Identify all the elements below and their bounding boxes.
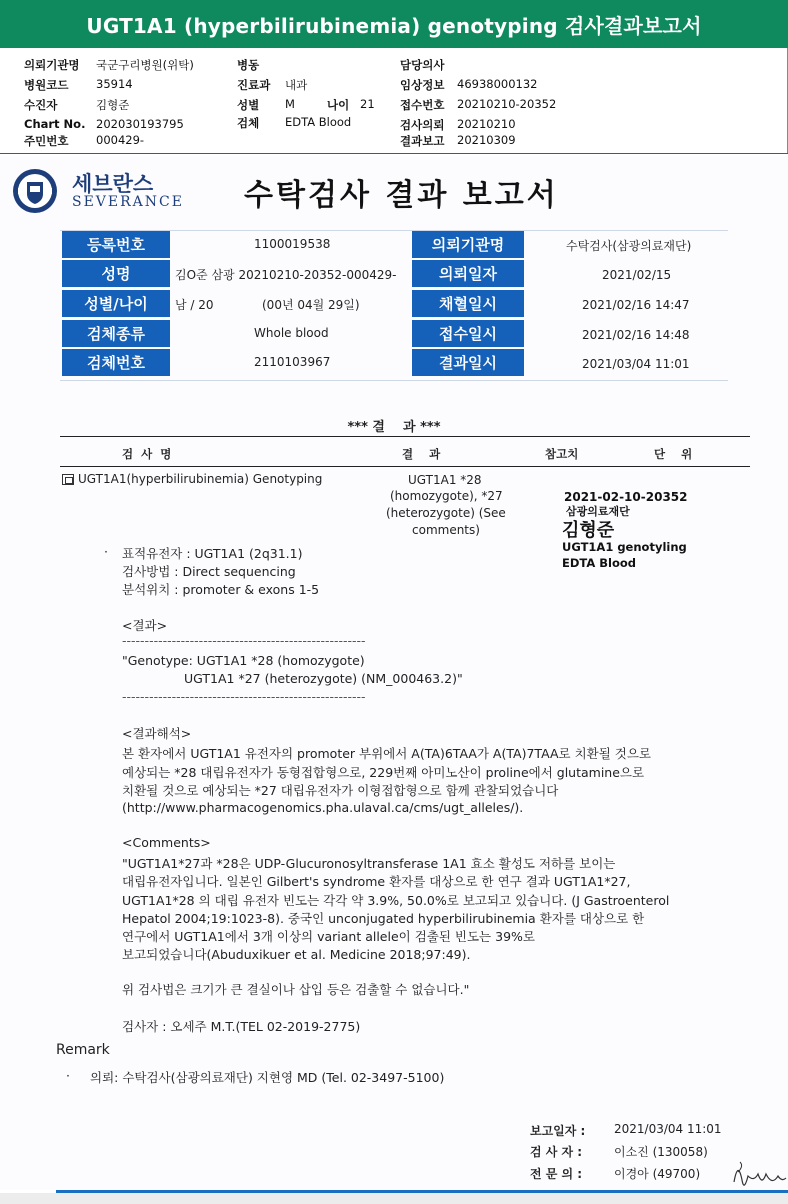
stamp-specimen: EDTA Blood (562, 556, 636, 570)
table-value: 2021/03/04 11:01 (582, 357, 690, 371)
stamp-org: 삼광의료재단 (566, 505, 630, 518)
result-line: (homozygote), *27 (390, 489, 503, 503)
info-label: 병원코드 (24, 78, 69, 92)
column-result: 결 과 (402, 447, 441, 461)
info-label: 검사의뢰 (400, 118, 445, 132)
genotype-line: "Genotype: UGT1A1 *28 (homozygote) (122, 653, 365, 668)
info-label: 의뢰기관명 (24, 58, 80, 72)
limitation-note: 위 검사법은 크기가 큰 결실이나 삽입 등은 검출할 수 없습니다." (122, 982, 470, 997)
info-value: 46938000132 (457, 77, 538, 91)
result-top-rule (60, 436, 750, 437)
examiner-line: 검사자 : 오세주 M.T.(TEL 02-2019-2775) (122, 1019, 361, 1034)
interpretation-line: 본 환자에서 UGT1A1 유전자의 promoter 부위에서 A(TA)6TAA가 A(TA)7TAA로 치환될 것으로 (122, 746, 651, 761)
result-section-title: <결과> (122, 618, 168, 633)
info-label: 임상정보 (400, 78, 445, 92)
table-value: Whole blood (254, 326, 329, 340)
info-value: 20210210 (457, 117, 516, 131)
table-value: 2110103967 (254, 355, 331, 369)
info-label: Chart No. (24, 117, 86, 131)
info-label: 결과보고 (400, 134, 445, 148)
info-label: 주민번호 (24, 134, 69, 148)
table-label: 등록번호 (62, 231, 170, 258)
table-label: 성별/나이 (62, 290, 170, 317)
comment-line: "UGT1A1*27과 *28은 UDP-Glucuronosyltransferase 1A1 효소 활성도 저하를 보이는 (122, 856, 616, 871)
info-value: 내과 (285, 78, 308, 92)
table-label: 검체번호 (62, 349, 170, 376)
detail-line: 표적유전자 : UGT1A1 (2q31.1) (122, 546, 303, 561)
stamp-id: 2021-02-10-20352 (564, 490, 688, 504)
info-label: 담당의사 (400, 58, 445, 72)
table-label: 의뢰기관명 (412, 231, 524, 258)
comments-title: <Comments> (122, 835, 211, 850)
table-border (60, 380, 728, 381)
interpretation-line: (http://www.pharmacogenomics.pha.ulaval.ca/cms/ugt_alleles/). (122, 800, 524, 815)
result-heading: *** 결 과 *** (347, 420, 441, 435)
table-label: 검체종류 (62, 320, 170, 347)
info-divider (0, 153, 788, 154)
comment-line: UGT1A1*28 의 대립 유전자 빈도는 각각 약 3.9%, 50.0%로 보고되고 있습니다. (J Gastroenterol (122, 893, 670, 908)
result-line: comments) (412, 523, 480, 537)
info-label: 접수번호 (400, 98, 445, 112)
table-value: 2021/02/16 14:48 (582, 328, 690, 342)
table-label: 채혈일시 (412, 290, 524, 317)
comment-line: 연구에서 UGT1A1에서 3개 이상의 variant allele이 검출된 빈도는 39%로 (122, 929, 535, 944)
patient-info (0, 54, 788, 154)
comment-line: 대립유전자입니다. 일본인 Gilbert's syndrome 환자를 대상으로 한 연구 결과 UGT1A1*27, (122, 874, 631, 889)
stamp-name: 김형준 (562, 520, 615, 541)
remark-title: Remark (56, 1042, 110, 1058)
bullet-dot-icon: · (104, 544, 108, 559)
collapse-box-icon (62, 474, 74, 485)
result-header-rule (60, 466, 750, 467)
info-value: 35914 (96, 77, 133, 91)
result-line: UGT1A1 *28 (408, 473, 482, 487)
info-value: 000429- (96, 133, 145, 147)
comment-line: 보고되었습니다(Abuduxikuer et al. Medicine 2018;97:49). (122, 947, 471, 962)
info-value: M (285, 97, 295, 111)
table-value: 2021/02/15 (602, 268, 672, 282)
detail-line: 분석위치 : promoter & exons 1-5 (122, 582, 320, 597)
brand-name-english: SEVERANCE (72, 194, 184, 210)
info-value: 20210210-20352 (457, 97, 557, 111)
info-value: 국군구리병원(위탁) (96, 58, 194, 72)
info-label: 병동 (237, 58, 260, 72)
table-label: 성명 (62, 260, 170, 287)
detail-line: 검사방법 : Direct sequencing (122, 564, 296, 579)
test-name: UGT1A1(hyperbilirubinemia) Genotyping (78, 472, 323, 486)
column-test-name: 검 사 명 (122, 447, 174, 461)
interpretation-title: <결과해석> (122, 726, 192, 741)
genotype-line: UGT1A1 *27 (heterozygote) (NM_000463.2)" (184, 671, 463, 686)
column-reference: 참고치 (545, 447, 579, 461)
table-value: 김O준 삼광 20210210-20352-000429- (175, 268, 397, 282)
bullet-dot-icon: · (66, 1068, 70, 1083)
info-value: 21 (360, 97, 375, 111)
interpretation-line: 예상되는 *28 대립유전자가 동형접합형으로, 229번째 아미노산이 proline에서 glutamine으로 (122, 765, 645, 780)
result-line: (heterozygote) (See (386, 506, 506, 520)
table-value: 2021/02/16 14:47 (582, 298, 690, 312)
info-value: EDTA Blood (285, 115, 352, 129)
info-label: 나이 (327, 98, 350, 112)
info-label: 수진자 (24, 98, 58, 112)
info-value: 김형준 (96, 98, 130, 112)
brand-name-korean: 세브란스 (72, 172, 154, 196)
remark-line: 의뢰: 수탁검사(삼광의료재단) 지현영 MD (Tel. 02-3497-5100) (90, 1070, 445, 1085)
dashed-rule: ------------------------------------------------------ (122, 633, 366, 648)
info-label: 검체 (237, 116, 260, 130)
bottom-gray-band (0, 1193, 788, 1204)
table-value: (00년 04월 29일) (262, 298, 360, 312)
table-value: 수탁검사(삼광의료재단) (566, 239, 692, 253)
table-value: 남 / 20 (175, 298, 214, 312)
footer-label: 전 문 의 : (530, 1167, 583, 1181)
info-label: 진료과 (237, 78, 271, 92)
severance-shield-logo (12, 168, 58, 214)
info-label: 성별 (237, 98, 260, 112)
report-banner-title: UGT1A1 (hyperbilirubinemia) genotyping 검사결과보고서 (0, 0, 788, 48)
dashed-rule: ------------------------------------------------------ (122, 689, 366, 704)
info-value: 20210309 (457, 133, 516, 147)
report-title: 수탁검사 결과 보고서 (244, 178, 559, 213)
comment-line: Hepatol 2004;19:1023-8). 중국인 unconjugated hyperbilirubinemia 환자를 대상으로 한 (122, 911, 645, 926)
column-unit: 단 위 (654, 447, 693, 461)
stamp-test: UGT1A1 genotyling (562, 540, 687, 554)
footer-value: 이소진 (130058) (614, 1145, 708, 1159)
footer-label: 검 사 자 : (530, 1145, 583, 1159)
footer-value: 이경아 (49700) (614, 1167, 701, 1181)
footer-value: 2021/03/04 11:01 (614, 1122, 722, 1136)
info-value: 202030193795 (96, 117, 184, 131)
table-label: 의뢰일자 (412, 260, 524, 287)
table-label: 접수일시 (412, 320, 524, 347)
table-value: 1100019538 (254, 237, 331, 251)
footer-label: 보고일자 : (530, 1124, 586, 1138)
interpretation-line: 치환될 것으로 예상되는 *27 대립유전자가 이형접합형으로 함께 관찰되었습니다 (122, 783, 559, 798)
table-label: 결과일시 (412, 349, 524, 376)
